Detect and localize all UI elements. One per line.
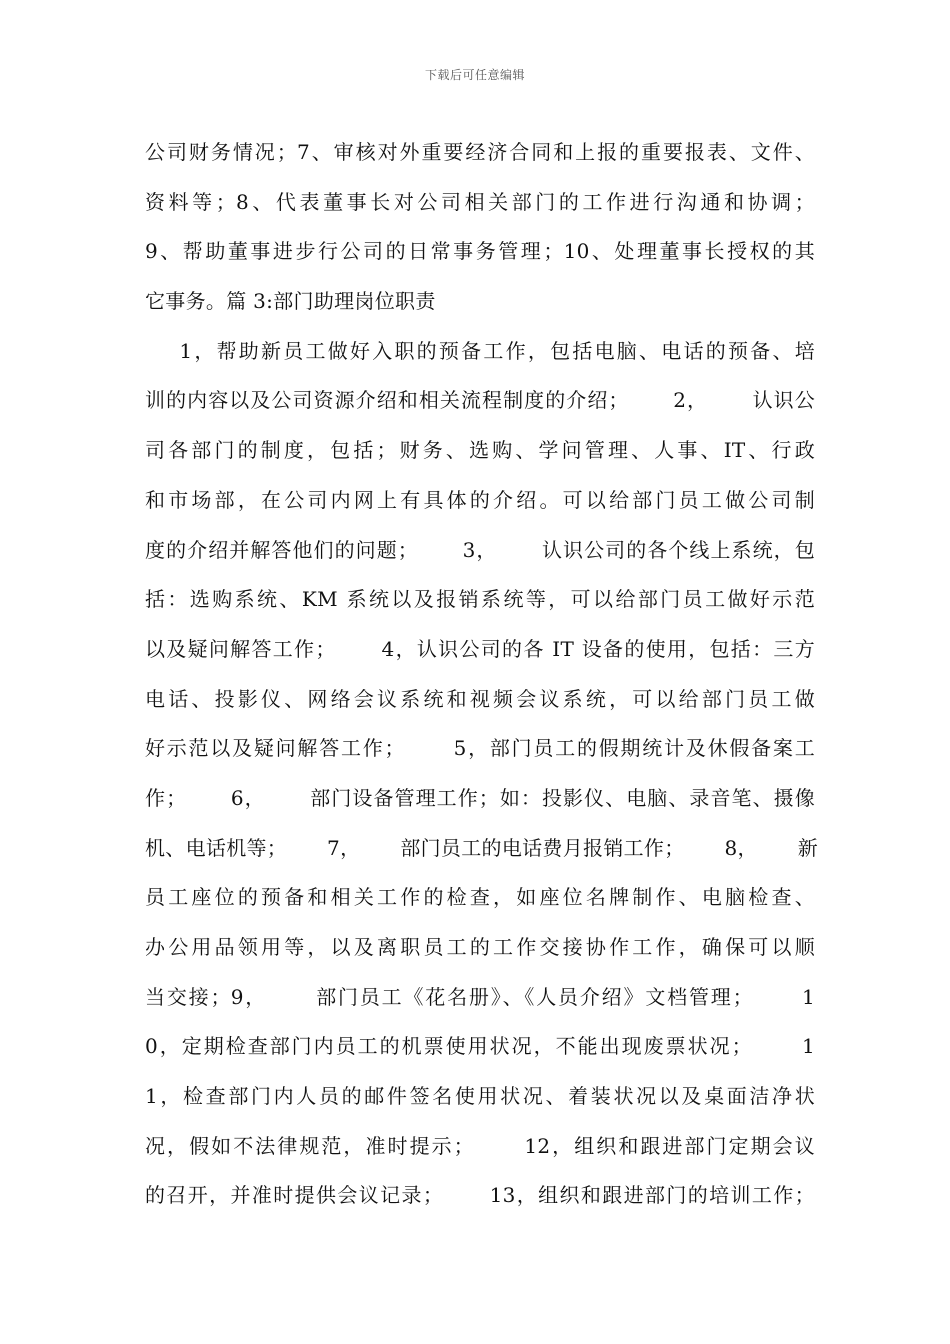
text-line: 办公用品领用等，以及离职员工的工作交接协作工作，确保可以顺 bbox=[145, 935, 815, 959]
text-line: 括：选购系统、KM 系统以及报销系统等，可以给部门员工做好示范 bbox=[145, 587, 815, 612]
text-line: 0，定期检查部门内员工的机票使用状况，不能出现废票状况； 1 bbox=[145, 1034, 815, 1059]
text-line: 好示范以及疑问解答工作； 5，部门员工的假期统计及休假备案工 bbox=[145, 736, 815, 761]
text-line: 公司财务情况；7、审核对外重要经济合同和上报的重要报表、文件、 bbox=[145, 140, 815, 164]
text-line: 和市场部，在公司内网上有具体的介绍。可以给部门员工做公司制 bbox=[145, 487, 815, 512]
body-text bbox=[145, 128, 819, 1221]
text-line: 作； 6， 部门设备管理工作；如：投影仪、电脑、录音笔、摄像 bbox=[145, 785, 815, 810]
text-line: 以及疑问解答工作； 4，认识公司的各 IT 设备的使用，包括：三方 bbox=[145, 636, 815, 661]
text-line: 资料等；8、代表董事长对公司相关部门的工作进行沟通和协调； bbox=[145, 189, 815, 214]
text-line: 的召开，并准时提供会议记录； 13，组织和跟进部门的培训工作； bbox=[145, 1183, 815, 1208]
text-line: 训的内容以及公司资源介绍和相关流程制度的介绍； 2， 认识公 bbox=[145, 388, 815, 413]
text-line: 当交接；9， 部门员工《花名册》、《人员介绍》文档管理； 1 bbox=[145, 984, 815, 1009]
text-line: 它事务。篇 3:部门助理岗位职责 bbox=[145, 289, 436, 314]
text-line: 员工座位的预备和相关工作的检查，如座位名牌制作、电脑检查、 bbox=[145, 885, 815, 910]
text-line: 电话、投影仪、网络会议系统和视频会议系统，可以给部门员工做 bbox=[145, 686, 815, 711]
text-line: 机、电话机等； 7， 部门员工的电话费月报销工作； 8， 新 bbox=[145, 835, 819, 860]
page-header-note: 下载后可任意编辑 bbox=[424, 68, 525, 82]
text-line: 司各部门的制度，包括；财务、选购、学问管理、人事、IT、行政 bbox=[145, 438, 815, 463]
text-line: 1，帮助新员工做好入职的预备工作，包括电脑、电话的预备、培 bbox=[145, 338, 815, 363]
text-line: 况，假如不法律规范，准时提示； 12，组织和跟进部门定期会议 bbox=[145, 1133, 815, 1158]
text-line: 9、帮助董事进步行公司的日常事务管理；10、处理董事长授权的其 bbox=[145, 239, 815, 264]
text-line: 度的介绍并解答他们的问题； 3， 认识公司的各个线上系统，包 bbox=[145, 537, 815, 562]
text-line: 1，检查部门内人员的邮件签名使用状况、着装状况以及桌面洁净状 bbox=[145, 1084, 815, 1109]
